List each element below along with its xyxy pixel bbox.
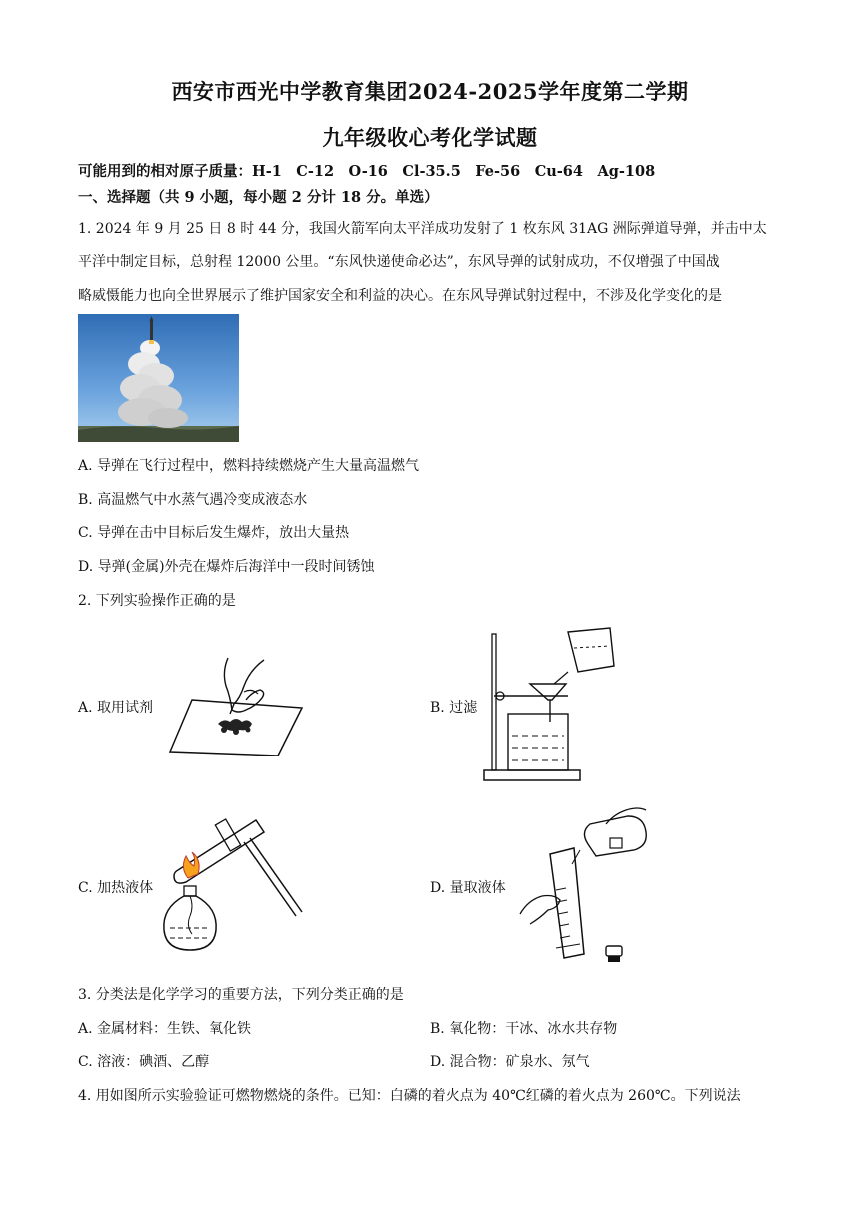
q1-option-c: C. 导弹在击中目标后发生爆炸，放出大量热 <box>78 525 350 541</box>
q3-option-a: A. 金属材料：生铁、氧化铁 <box>78 1021 252 1037</box>
q2-option-c-label: C. 加热液体 <box>78 880 154 896</box>
heating-liquid-diagram <box>160 812 310 954</box>
q2-option-d-label: D. 量取液体 <box>430 880 506 896</box>
q3-option-c: C. 溶液：碘酒、乙醇 <box>78 1054 210 1070</box>
q1-option-d: D. 导弹(金属)外壳在爆炸后海洋中一段时间锈蚀 <box>78 559 375 575</box>
taking-reagent-diagram <box>168 652 304 756</box>
measuring-liquid-diagram <box>510 798 656 970</box>
q1-option-b: B. 高温燃气中水蒸气遇冷变成液态水 <box>78 492 308 508</box>
q3-stem: 3. 分类法是化学学习的重要方法，下列分类正确的是 <box>78 987 404 1003</box>
q2-option-b-label: B. 过滤 <box>430 700 478 716</box>
missile-launch-photo <box>78 314 239 442</box>
q1-option-a: A. 导弹在飞行过程中，燃料持续燃烧产生大量高温燃气 <box>78 458 420 474</box>
exam-subtitle: 九年级收心考化学试题 <box>322 125 538 150</box>
q2-stem: 2. 下列实验操作正确的是 <box>78 593 236 609</box>
section-heading: 一、选择题（共 9 小题，每小题 2 分计 18 分。单选） <box>78 189 439 206</box>
filtration-diagram <box>482 626 622 782</box>
q1-stem-line2: 平洋中制定目标，总射程 12000 公里。“东风快递使命必达”，东风导弹的试射成功，不仅增强了中国战 <box>78 254 720 270</box>
q2-option-a-label: A. 取用试剂 <box>78 700 154 716</box>
atomic-mass-line: 可能用到的相对原子质量：H-1 C-12 O-16 Cl-35.5 Fe-56 Cu-64 Ag-108 <box>78 163 656 180</box>
exam-title: 西安市西光中学教育集团2024-2025学年度第二学期 <box>171 79 689 104</box>
q1-stem-line3: 略威慑能力也向全世界展示了维护国家安全和利益的决心。在东风导弹试射过程中，不涉及化学变化的是 <box>78 288 722 304</box>
q3-option-b: B. 氧化物：干冰、冰水共存物 <box>430 1021 618 1037</box>
q4-stem: 4. 用如图所示实验验证可燃物燃烧的条件。已知：白磷的着火点为 40℃红磷的着火点为 260℃。下列说法 <box>78 1088 741 1104</box>
q1-stem-line1: 1. 2024 年 9 月 25 日 8 时 44 分，我国火箭军向太平洋成功发射了 1 枚东风 31AG 洲际弹道导弹，并击中太 <box>78 221 767 237</box>
q3-option-d: D. 混合物：矿泉水、氖气 <box>430 1054 590 1070</box>
